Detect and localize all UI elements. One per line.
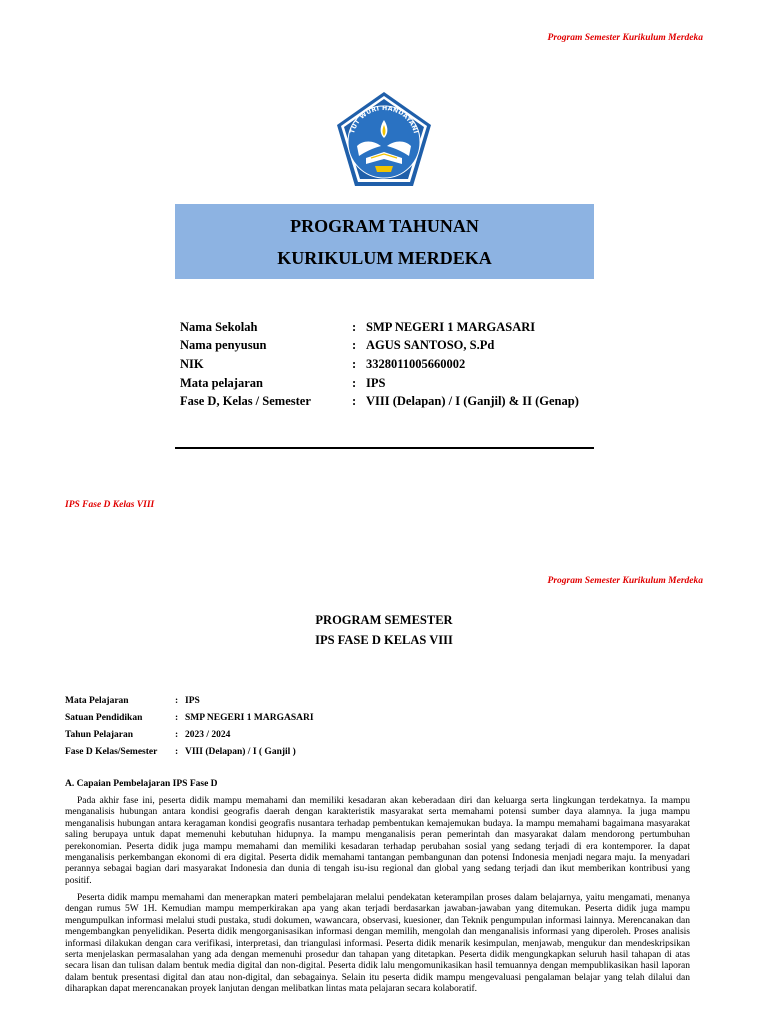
info-label: Nama penyusun — [180, 338, 267, 353]
paragraph-capaian-2: Peserta didik mampu memahami dan menerapkan materi pembelajaran melalui pendekatan keterampilan proses dalam belajarnya, yaitu mengamati, menanya dengan rumus 5W 1H. Kemudian mampu memperkirakan apa yang akan terjadi berdasarkan jawaban-jawaban yang ditemukan. Peserta didik juga mampu mengumpulkan informasi melalui studi pustaka, studi dokumen, wawancara, observasi, kuesioner, dan Teknik pengumpulan informasi lainnya. Merencanakan dan mengembangkan penyelidikan. Peserta didik mengorganisasikan informasi dengan memilih, mengolah dan menganalisis informasi yang diperoleh. Proses analisis informasi dilakukan dengan cara verifikasi, interpretasi, dan triangulasi informasi. Peserta didik menarik kesimpulan, menjawab, mengukur dan mendeskripsikan serta menjelaskan permasalahan yang ada dengan memenuhi prosedur dan tahapan yang ditetapkan. Peserta didik mengungkapkan seluruh hasil tahapan di atas secara lisan dan tulisan dalam bentuk media digital dan non-digital. Peserta didik lalu mengomunikasikan hasil temuannya dengan mempublikasikan hasil laporan dalam bentuk presentasi digital dan atau non-digital, dan sebagainya. Selain itu peserta didik mampu mengevaluasi pengalaman belajar yang telah dilalui dan diharapkan dapat merencanakan proyek lanjutan dengan melibatkan lintas mata pelajaran secara kolaboratif. — [65, 893, 690, 995]
paragraph-capaian-1: Pada akhir fase ini, peserta didik mampu memahami dan memiliki kesadaran akan keberadaan diri dan keluarga serta lingkungan terdekatnya. Ia mampu menganalisis hubungan antara kondisi geografis daerah dengan karakteristik masyarakat serta memahami potensi sumber daya alamnya. Ia juga mampu menganalisis hubungan antara keragaman kondisi geografis nusantara terhadap pembentukan kemajemukan budaya. Ia mampu memahami bagaimana masyarakat saling berupaya untuk dapat memenuhi kebutuhan hidupnya. Ia mampu menganalisis peran pemerintah dan masyarakat dalam mendorong pertumbuhan perekonomian. Peserta didik juga mampu memahami dan memiliki kesadaran terhadap perubahan sosial yang sedang terjadi di era kontemporer. Ia dapat menganalisis perkembangan ekonomi di era digital. Peserta didik memahami tantangan pembangunan dan potensi Indonesia menjadi negara maju. Ia menyadari perannya sebagai bagian dari masyarakat Indonesia dan dunia di tengah isu-isu regional dan global yang sedang terjadi dan ikut memberikan kontribusi yang positif. — [65, 796, 690, 886]
page2-header-note: Program Semester Kurikulum Merdeka — [547, 576, 703, 586]
meta-value: SMP NEGERI 1 MARGASARI — [185, 712, 314, 723]
info-row — [180, 337, 579, 356]
meta-value: VIII (Delapan) / I ( Ganjil ) — [185, 746, 296, 757]
info-value: SMP NEGERI 1 MARGASARI — [366, 319, 536, 334]
meta-value: IPS — [185, 695, 200, 706]
info-table — [180, 318, 579, 411]
meta-colon: : — [175, 695, 179, 706]
meta-colon: : — [175, 712, 179, 723]
section-heading: A. Capaian Pembelajaran IPS Fase D — [65, 779, 218, 789]
info-colon: : — [352, 375, 357, 390]
meta-label: Mata Pelajaran — [65, 695, 129, 706]
meta-label: Satuan Pendidikan — [65, 712, 143, 723]
info-value: 3328011005660002 — [366, 356, 466, 371]
meta-row — [65, 692, 314, 709]
tut-wuri-handayani-logo — [333, 90, 435, 192]
page1-footer-note: IPS Fase D Kelas VIII — [65, 500, 155, 510]
horizontal-rule — [175, 447, 594, 449]
info-label: Nama Sekolah — [180, 319, 258, 334]
info-row — [180, 392, 579, 411]
info-row — [180, 374, 579, 393]
meta-label: Tahun Pelajaran — [65, 729, 134, 740]
program-semester-title: PROGRAM SEMESTER — [315, 613, 453, 627]
svg-text:TUT WURI HANDAYANI: TUT WURI HANDAYANI — [348, 104, 420, 135]
meta-row — [65, 726, 314, 743]
meta-label: Fase D Kelas/Semester — [65, 746, 158, 757]
meta-row — [65, 709, 314, 726]
info-label: Fase D, Kelas / Semester — [180, 394, 311, 409]
info-colon: : — [352, 394, 357, 409]
info-row — [180, 355, 579, 374]
info-value: AGUS SANTOSO, S.Pd — [366, 338, 495, 353]
meta-row — [65, 743, 314, 760]
info-row — [180, 318, 579, 337]
title-line-2: KURIKULUM MERDEKA — [277, 247, 492, 268]
info-value: IPS — [366, 375, 386, 390]
title-box — [175, 204, 594, 279]
page1-header-note: Program Semester Kurikulum Merdeka — [547, 33, 703, 43]
info-colon: : — [352, 356, 357, 371]
info-value: VIII (Delapan) / I (Ganjil) & II (Genap) — [366, 394, 579, 409]
meta-colon: : — [175, 746, 179, 757]
meta-colon: : — [175, 729, 179, 740]
title-line-1: PROGRAM TAHUNAN — [290, 215, 479, 236]
meta-table — [65, 692, 314, 760]
program-semester-subtitle: IPS FASE D KELAS VIII — [315, 633, 453, 647]
meta-value: 2023 / 2024 — [185, 729, 231, 740]
info-label: NIK — [180, 356, 204, 371]
info-colon: : — [352, 319, 357, 334]
info-colon: : — [352, 338, 357, 353]
info-label: Mata pelajaran — [180, 375, 263, 390]
